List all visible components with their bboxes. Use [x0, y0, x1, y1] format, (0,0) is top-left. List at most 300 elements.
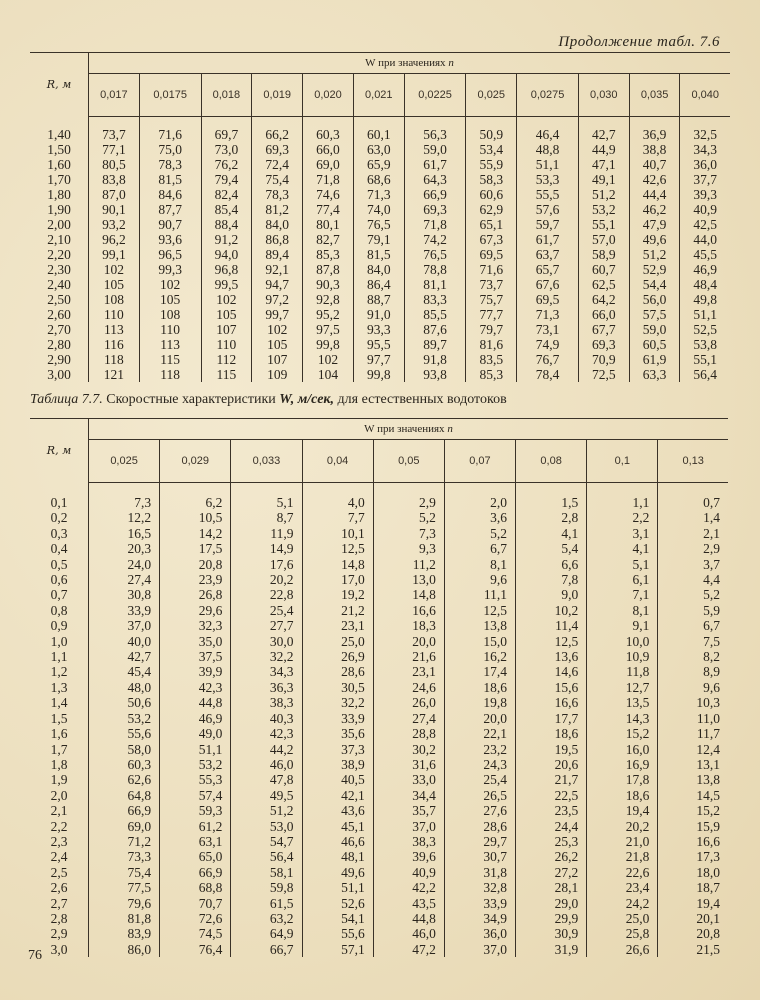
- table-body: [30, 483, 728, 958]
- w-value-cell: 59,3: [160, 803, 231, 818]
- w-value-cell: 26,6: [587, 942, 658, 957]
- w-value-cell: 85,3: [303, 247, 354, 262]
- n-column-header: 0,018: [201, 74, 252, 117]
- w-value-cell: 10,1: [302, 526, 373, 541]
- r-value: 1,5: [30, 711, 89, 726]
- w-value-cell: 93,2: [89, 217, 140, 232]
- w-value-cell: 46,2: [629, 202, 680, 217]
- r-value: 2,60: [30, 307, 89, 322]
- w-value-cell: 87,7: [139, 202, 201, 217]
- w-value-cell: 18,6: [587, 788, 658, 803]
- w-value-cell: 69,0: [303, 157, 354, 172]
- w-value-cell: 48,0: [89, 680, 160, 695]
- r-value: 0,5: [30, 557, 89, 572]
- w-value-cell: 32,3: [160, 618, 231, 633]
- r-value: 2,90: [30, 352, 89, 367]
- w-value-cell: 67,7: [578, 322, 629, 337]
- w-value-cell: 61,7: [404, 157, 466, 172]
- w-value-cell: 21,0: [587, 834, 658, 849]
- w-value-cell: 28,1: [516, 880, 587, 895]
- r-value: 1,90: [30, 202, 89, 217]
- w-value-cell: 57,6: [517, 202, 579, 217]
- w-value-cell: 69,3: [578, 337, 629, 352]
- w-value-cell: 5,4: [516, 541, 587, 556]
- n-column-header: 0,0275: [517, 74, 579, 117]
- w-value-cell: 64,9: [231, 926, 302, 941]
- r-value: 2,9: [30, 926, 89, 941]
- r-value: 2,0: [30, 788, 89, 803]
- w-value-cell: 61,2: [160, 819, 231, 834]
- w-value-cell: 78,3: [252, 187, 303, 202]
- w-value-cell: 67,6: [517, 277, 579, 292]
- w-value-cell: 11,8: [587, 664, 658, 679]
- w-value-cell: 6,7: [703, 618, 720, 634]
- w-value-cell: 69,3: [252, 142, 303, 157]
- w-value-cell: 2,0: [444, 483, 515, 511]
- w-value-cell: 42,7: [89, 649, 160, 664]
- w-value-cell: 99,8: [303, 337, 354, 352]
- w-value-cell: 89,4: [252, 247, 303, 262]
- w-value-cell: 13,8: [444, 618, 515, 633]
- w-value-cell: 1,5: [516, 483, 587, 511]
- w-value-cell: 51,1: [160, 742, 231, 757]
- w-value-cell: 57,0: [578, 232, 629, 247]
- w-value-cell: 46,0: [373, 926, 444, 941]
- w-value-cell: 99,7: [252, 307, 303, 322]
- n-column-header: 0,035: [629, 74, 680, 117]
- w-value-cell: 35,0: [160, 634, 231, 649]
- w-value-cell: 21,2: [302, 603, 373, 618]
- w-value-cell: 73,1: [517, 322, 579, 337]
- w-value-cell: 115: [139, 352, 201, 367]
- w-value-cell: 86,4: [353, 277, 404, 292]
- w-value-cell: 10,9: [587, 649, 658, 664]
- w-value-cell: 33,0: [373, 772, 444, 787]
- w-group-header: W при значениях n: [89, 53, 731, 74]
- w-value-cell: 76,5: [353, 217, 404, 232]
- r-value: 1,50: [30, 142, 89, 157]
- r-value: 2,3: [30, 834, 89, 849]
- w-value-cell: 104: [303, 367, 354, 382]
- table-7-6-continuation: [30, 52, 730, 382]
- w-value-cell: 5,9: [703, 602, 720, 618]
- w-value-cell: 71,3: [517, 307, 579, 322]
- w-value-cell: 67,3: [466, 232, 517, 247]
- w-value-cell: 17,6: [231, 557, 302, 572]
- w-value-cell: 9,0: [516, 587, 587, 602]
- w-value-cell: 45,5: [693, 247, 718, 262]
- w-value-cell: 102: [303, 352, 354, 367]
- w-value-cell: 53,4: [466, 142, 517, 157]
- w-value-cell: 112: [201, 352, 252, 367]
- w-value-cell: 44,9: [578, 142, 629, 157]
- w-value-cell: 53,2: [160, 757, 231, 772]
- w-value-cell: 79,6: [89, 896, 160, 911]
- table-row: [30, 352, 730, 367]
- n-column-header: 0,025: [466, 74, 517, 117]
- w-value-cell: 39,6: [373, 849, 444, 864]
- table-row: [30, 483, 728, 511]
- n-column-header: 0,0175: [139, 74, 201, 117]
- w-value-cell: 66,2: [252, 117, 303, 143]
- w-value-cell: 76,7: [517, 352, 579, 367]
- w-value-cell: 15,9: [696, 818, 720, 834]
- w-value-cell: 32,8: [444, 880, 515, 895]
- w-value-cell: 4,4: [703, 572, 720, 588]
- w-value-cell: 6,1: [587, 572, 658, 587]
- w-value-cell: 93,3: [353, 322, 404, 337]
- w-value-cell: 54,1: [302, 911, 373, 926]
- w-value-cell: 110: [201, 337, 252, 352]
- w-value-cell: 14,3: [587, 711, 658, 726]
- r-value: 2,30: [30, 262, 89, 277]
- w-value-cell: 42,3: [231, 726, 302, 741]
- w-value-cell: 12,7: [587, 680, 658, 695]
- w-value-cell: 23,1: [302, 618, 373, 633]
- w-value-cell: 7,8: [516, 572, 587, 587]
- w-value-cell: 99,1: [89, 247, 140, 262]
- w-value-cell: 25,0: [302, 634, 373, 649]
- w-value-cell: 10,5: [160, 510, 231, 525]
- n-column-header: 0,033: [231, 440, 302, 483]
- w-value-cell: 76,4: [160, 942, 231, 957]
- table-row: [30, 337, 730, 352]
- w-value-cell: 52,6: [302, 896, 373, 911]
- w-value-cell: 53,0: [231, 819, 302, 834]
- w-value-cell: 97,2: [252, 292, 303, 307]
- table-row: [30, 117, 730, 143]
- w-value-cell: 75,4: [89, 865, 160, 880]
- table-row: [30, 572, 728, 587]
- w-value-cell: 8,7: [231, 510, 302, 525]
- w-value-cell: 7,1: [587, 587, 658, 602]
- w-value-cell: 18,3: [373, 618, 444, 633]
- table-row: [30, 849, 728, 864]
- w-value-cell: 20,0: [373, 634, 444, 649]
- w-value-cell: 96,5: [139, 247, 201, 262]
- n-values-header-row: [30, 440, 728, 483]
- w-value-cell: 89,7: [404, 337, 466, 352]
- n-column-header: 0,030: [578, 74, 629, 117]
- w-value-cell: 11,0: [696, 710, 720, 726]
- table-row: [30, 526, 728, 541]
- w-value-cell: 53,3: [517, 172, 579, 187]
- w-value-cell: 102: [201, 292, 252, 307]
- w-value-cell: 92,8: [303, 292, 354, 307]
- w-value-cell: 71,3: [353, 187, 404, 202]
- w-value-cell: 44,2: [231, 742, 302, 757]
- n-column-header: 0,020: [303, 74, 354, 117]
- table-row: [30, 618, 728, 633]
- w-value-cell: 108: [89, 292, 140, 307]
- w-value-cell: 79,1: [353, 232, 404, 247]
- w-value-cell: 40,0: [89, 634, 160, 649]
- w-value-cell: 78,3: [139, 157, 201, 172]
- w-value-cell: 66,7: [231, 942, 302, 957]
- w-value-cell: 58,9: [578, 247, 629, 262]
- w-value-cell: 24,6: [373, 680, 444, 695]
- w-value-cell: 3,1: [587, 526, 658, 541]
- table-row: [30, 726, 728, 741]
- w-value-cell: 6,7: [444, 541, 515, 556]
- w-value-cell: 90,1: [89, 202, 140, 217]
- w-value-cell: 60,5: [629, 337, 680, 352]
- w-value-cell: 73,7: [89, 117, 140, 143]
- w-value-cell: 69,5: [517, 292, 579, 307]
- w-value-cell: 71,6: [139, 117, 201, 143]
- w-value-cell: 5,1: [231, 483, 302, 511]
- w-value-cell: 77,4: [303, 202, 354, 217]
- w-value-cell: 102: [89, 262, 140, 277]
- w-value-cell: 61,9: [629, 352, 680, 367]
- r-value: 1,9: [30, 772, 89, 787]
- w-value-cell: 16,9: [587, 757, 658, 772]
- w-value-cell: 17,4: [444, 664, 515, 679]
- table-row: [30, 557, 728, 572]
- w-value-cell: 13,1: [696, 756, 720, 772]
- r-value: 2,2: [30, 819, 89, 834]
- w-value-cell: 16,5: [89, 526, 160, 541]
- w-value-cell: 31,9: [516, 942, 587, 957]
- table-row: [30, 772, 728, 787]
- w-value-cell: 105: [89, 277, 140, 292]
- w-value-cell: 63,0: [353, 142, 404, 157]
- w-value-cell: 45,4: [89, 664, 160, 679]
- table-row: [30, 942, 728, 957]
- n-column-header: 0,05: [373, 440, 444, 483]
- w-value-cell: 64,3: [404, 172, 466, 187]
- w-value-cell: 47,8: [231, 772, 302, 787]
- w-value-cell: 74,6: [303, 187, 354, 202]
- w-value-cell: 55,9: [466, 157, 517, 172]
- w-value-cell: 85,5: [404, 307, 466, 322]
- w-value-cell: 29,9: [516, 911, 587, 926]
- w-value-cell: 4,1: [516, 526, 587, 541]
- w-value-cell: 70,7: [160, 896, 231, 911]
- w-value-cell: 72,5: [578, 367, 629, 382]
- r-value: 1,4: [30, 695, 89, 710]
- w-value-cell: 19,4: [696, 895, 720, 911]
- w-value-cell: 113: [89, 322, 140, 337]
- w-value-cell: 2,2: [587, 510, 658, 525]
- w-value-cell: 44,8: [373, 911, 444, 926]
- table-row: [30, 880, 728, 895]
- w-value-cell: 82,4: [201, 187, 252, 202]
- w-value-cell: 5,2: [373, 510, 444, 525]
- w-value-cell: 21,6: [373, 649, 444, 664]
- w-value-cell: 61,5: [231, 896, 302, 911]
- w-value-cell: 23,9: [160, 572, 231, 587]
- w-value-cell: 69,0: [89, 819, 160, 834]
- w-value-cell: 61,7: [517, 232, 579, 247]
- r-value: 1,80: [30, 187, 89, 202]
- r-value: 2,80: [30, 337, 89, 352]
- w-value-cell: 118: [89, 352, 140, 367]
- table-row: [30, 187, 730, 202]
- r-value: 0,7: [30, 587, 89, 602]
- w-value-cell: 39,3: [693, 187, 718, 202]
- w-value-cell: 25,0: [587, 911, 658, 926]
- w-value-cell: 46,0: [231, 757, 302, 772]
- w-value-cell: 13,5: [587, 695, 658, 710]
- w-value-cell: 50,6: [89, 695, 160, 710]
- w-value-cell: 55,1: [693, 352, 718, 367]
- w-value-cell: 43,6: [302, 803, 373, 818]
- table-row: [30, 911, 728, 926]
- w-value-cell: 57,4: [160, 788, 231, 803]
- table-row: [30, 603, 728, 618]
- w-value-cell: 49,8: [693, 292, 718, 307]
- table-row: [30, 322, 730, 337]
- w-value-cell: 8,1: [444, 557, 515, 572]
- r-value: 2,40: [30, 277, 89, 292]
- w-value-cell: 7,5: [703, 633, 720, 649]
- w-value-cell: 33,9: [444, 896, 515, 911]
- w-value-cell: 58,0: [89, 742, 160, 757]
- w-value-cell: 84,6: [139, 187, 201, 202]
- n-column-header: 0,08: [516, 440, 587, 483]
- table-row: [30, 202, 730, 217]
- w-value-cell: 15,0: [444, 634, 515, 649]
- table-row: [30, 307, 730, 322]
- w-value-cell: 12,2: [89, 510, 160, 525]
- w-value-cell: 19,5: [516, 742, 587, 757]
- table-row: [30, 172, 730, 187]
- w-value-cell: 49,6: [302, 865, 373, 880]
- w-value-cell: 4,1: [587, 541, 658, 556]
- w-value-cell: 60,6: [466, 187, 517, 202]
- w-value-cell: 78,8: [404, 262, 466, 277]
- w-value-cell: 68,6: [353, 172, 404, 187]
- r-value: 3,0: [30, 942, 89, 957]
- r-value: 0,4: [30, 541, 89, 556]
- continuation-title: Продолжение табл. 7.6: [558, 34, 720, 50]
- w-value-cell: 15,2: [696, 803, 720, 819]
- w-value-cell: 71,8: [404, 217, 466, 232]
- w-value-cell: 23,2: [444, 742, 515, 757]
- table-row: [30, 834, 728, 849]
- w-value-cell: 14,2: [160, 526, 231, 541]
- table-row: [30, 157, 730, 172]
- w-value-cell: 4,0: [302, 483, 373, 511]
- w-value-cell: 32,5: [693, 127, 718, 142]
- r-value: 2,20: [30, 247, 89, 262]
- w-value-cell: 29,7: [444, 834, 515, 849]
- n-column-header: 0,019: [252, 74, 303, 117]
- table-row: [30, 664, 728, 679]
- r-value: 2,00: [30, 217, 89, 232]
- w-value-cell: 66,9: [404, 187, 466, 202]
- table-row: [30, 510, 728, 525]
- w-value-cell: 36,0: [693, 157, 718, 172]
- w-value-cell: 3,7: [703, 556, 720, 572]
- w-value-cell: 0,7: [703, 495, 720, 510]
- w-value-cell: 55,6: [302, 926, 373, 941]
- w-value-cell: 40,9: [373, 865, 444, 880]
- w-value-cell: 63,7: [517, 247, 579, 262]
- w-value-cell: 28,6: [302, 664, 373, 679]
- w-value-cell: 20,6: [516, 757, 587, 772]
- w-value-cell: 73,7: [466, 277, 517, 292]
- w-value-cell: 40,5: [302, 772, 373, 787]
- table-row: [30, 247, 730, 262]
- w-value-cell: 42,5: [693, 217, 718, 232]
- w-value-cell: 31,8: [444, 865, 515, 880]
- w-value-cell: 49,0: [160, 726, 231, 741]
- w-value-cell: 18,0: [696, 864, 720, 880]
- w-value-cell: 38,3: [373, 834, 444, 849]
- w-value-cell: 2,1: [703, 525, 720, 541]
- w-value-cell: 94,0: [201, 247, 252, 262]
- w-value-cell: 17,0: [302, 572, 373, 587]
- w-value-cell: 35,6: [302, 726, 373, 741]
- w-value-cell: 77,1: [89, 142, 140, 157]
- w-value-cell: 91,2: [201, 232, 252, 247]
- w-value-cell: 31,6: [373, 757, 444, 772]
- w-value-cell: 32,2: [231, 649, 302, 664]
- w-value-cell: 57,1: [302, 942, 373, 957]
- table-row: [30, 865, 728, 880]
- r-value: 0,6: [30, 572, 89, 587]
- w-value-cell: 23,4: [587, 880, 658, 895]
- w-value-cell: 37,5: [160, 649, 231, 664]
- w-value-cell: 22,1: [444, 726, 515, 741]
- w-value-cell: 49,5: [231, 788, 302, 803]
- w-value-cell: 85,3: [466, 367, 517, 382]
- w-value-cell: 27,6: [444, 803, 515, 818]
- w-value-cell: 30,9: [516, 926, 587, 941]
- w-value-cell: 74,9: [517, 337, 579, 352]
- w-value-cell: 58,3: [466, 172, 517, 187]
- w-value-cell: 11,4: [516, 618, 587, 633]
- w-value-cell: 20,8: [160, 557, 231, 572]
- w-value-cell: 10,0: [587, 634, 658, 649]
- w-value-cell: 53,8: [693, 337, 718, 352]
- w-value-cell: 91,0: [353, 307, 404, 322]
- table-row: [30, 926, 728, 941]
- w-value-cell: 44,4: [629, 187, 680, 202]
- w-value-cell: 78,4: [517, 367, 579, 382]
- table-row: [30, 262, 730, 277]
- w-value-cell: 14,6: [516, 664, 587, 679]
- table-row: [30, 541, 728, 556]
- n-column-header: 0,017: [89, 74, 140, 117]
- r-value: 1,3: [30, 680, 89, 695]
- w-value-cell: 24,0: [89, 557, 160, 572]
- r-value: 0,1: [30, 483, 89, 511]
- r-value: 1,40: [30, 117, 89, 143]
- r-value: 1,7: [30, 742, 89, 757]
- w-value-cell: 95,2: [303, 307, 354, 322]
- w-value-cell: 34,3: [693, 142, 718, 157]
- r-value: 0,9: [30, 618, 89, 633]
- w-value-cell: 121: [89, 367, 140, 382]
- w-value-cell: 37,7: [693, 172, 718, 187]
- w-value-cell: 80,5: [89, 157, 140, 172]
- w-value-cell: 30,8: [89, 587, 160, 602]
- w-value-cell: 52,9: [629, 262, 680, 277]
- w-value-cell: 12,5: [444, 603, 515, 618]
- w-value-cell: 46,9: [160, 711, 231, 726]
- w-value-cell: 22,5: [516, 788, 587, 803]
- r-value: 0,8: [30, 603, 89, 618]
- w-value-cell: 92,1: [252, 262, 303, 277]
- w-value-cell: 55,5: [517, 187, 579, 202]
- w-value-cell: 62,9: [466, 202, 517, 217]
- table-row: [30, 680, 728, 695]
- w-value-cell: 16,6: [373, 603, 444, 618]
- w-value-cell: 52,5: [693, 322, 718, 337]
